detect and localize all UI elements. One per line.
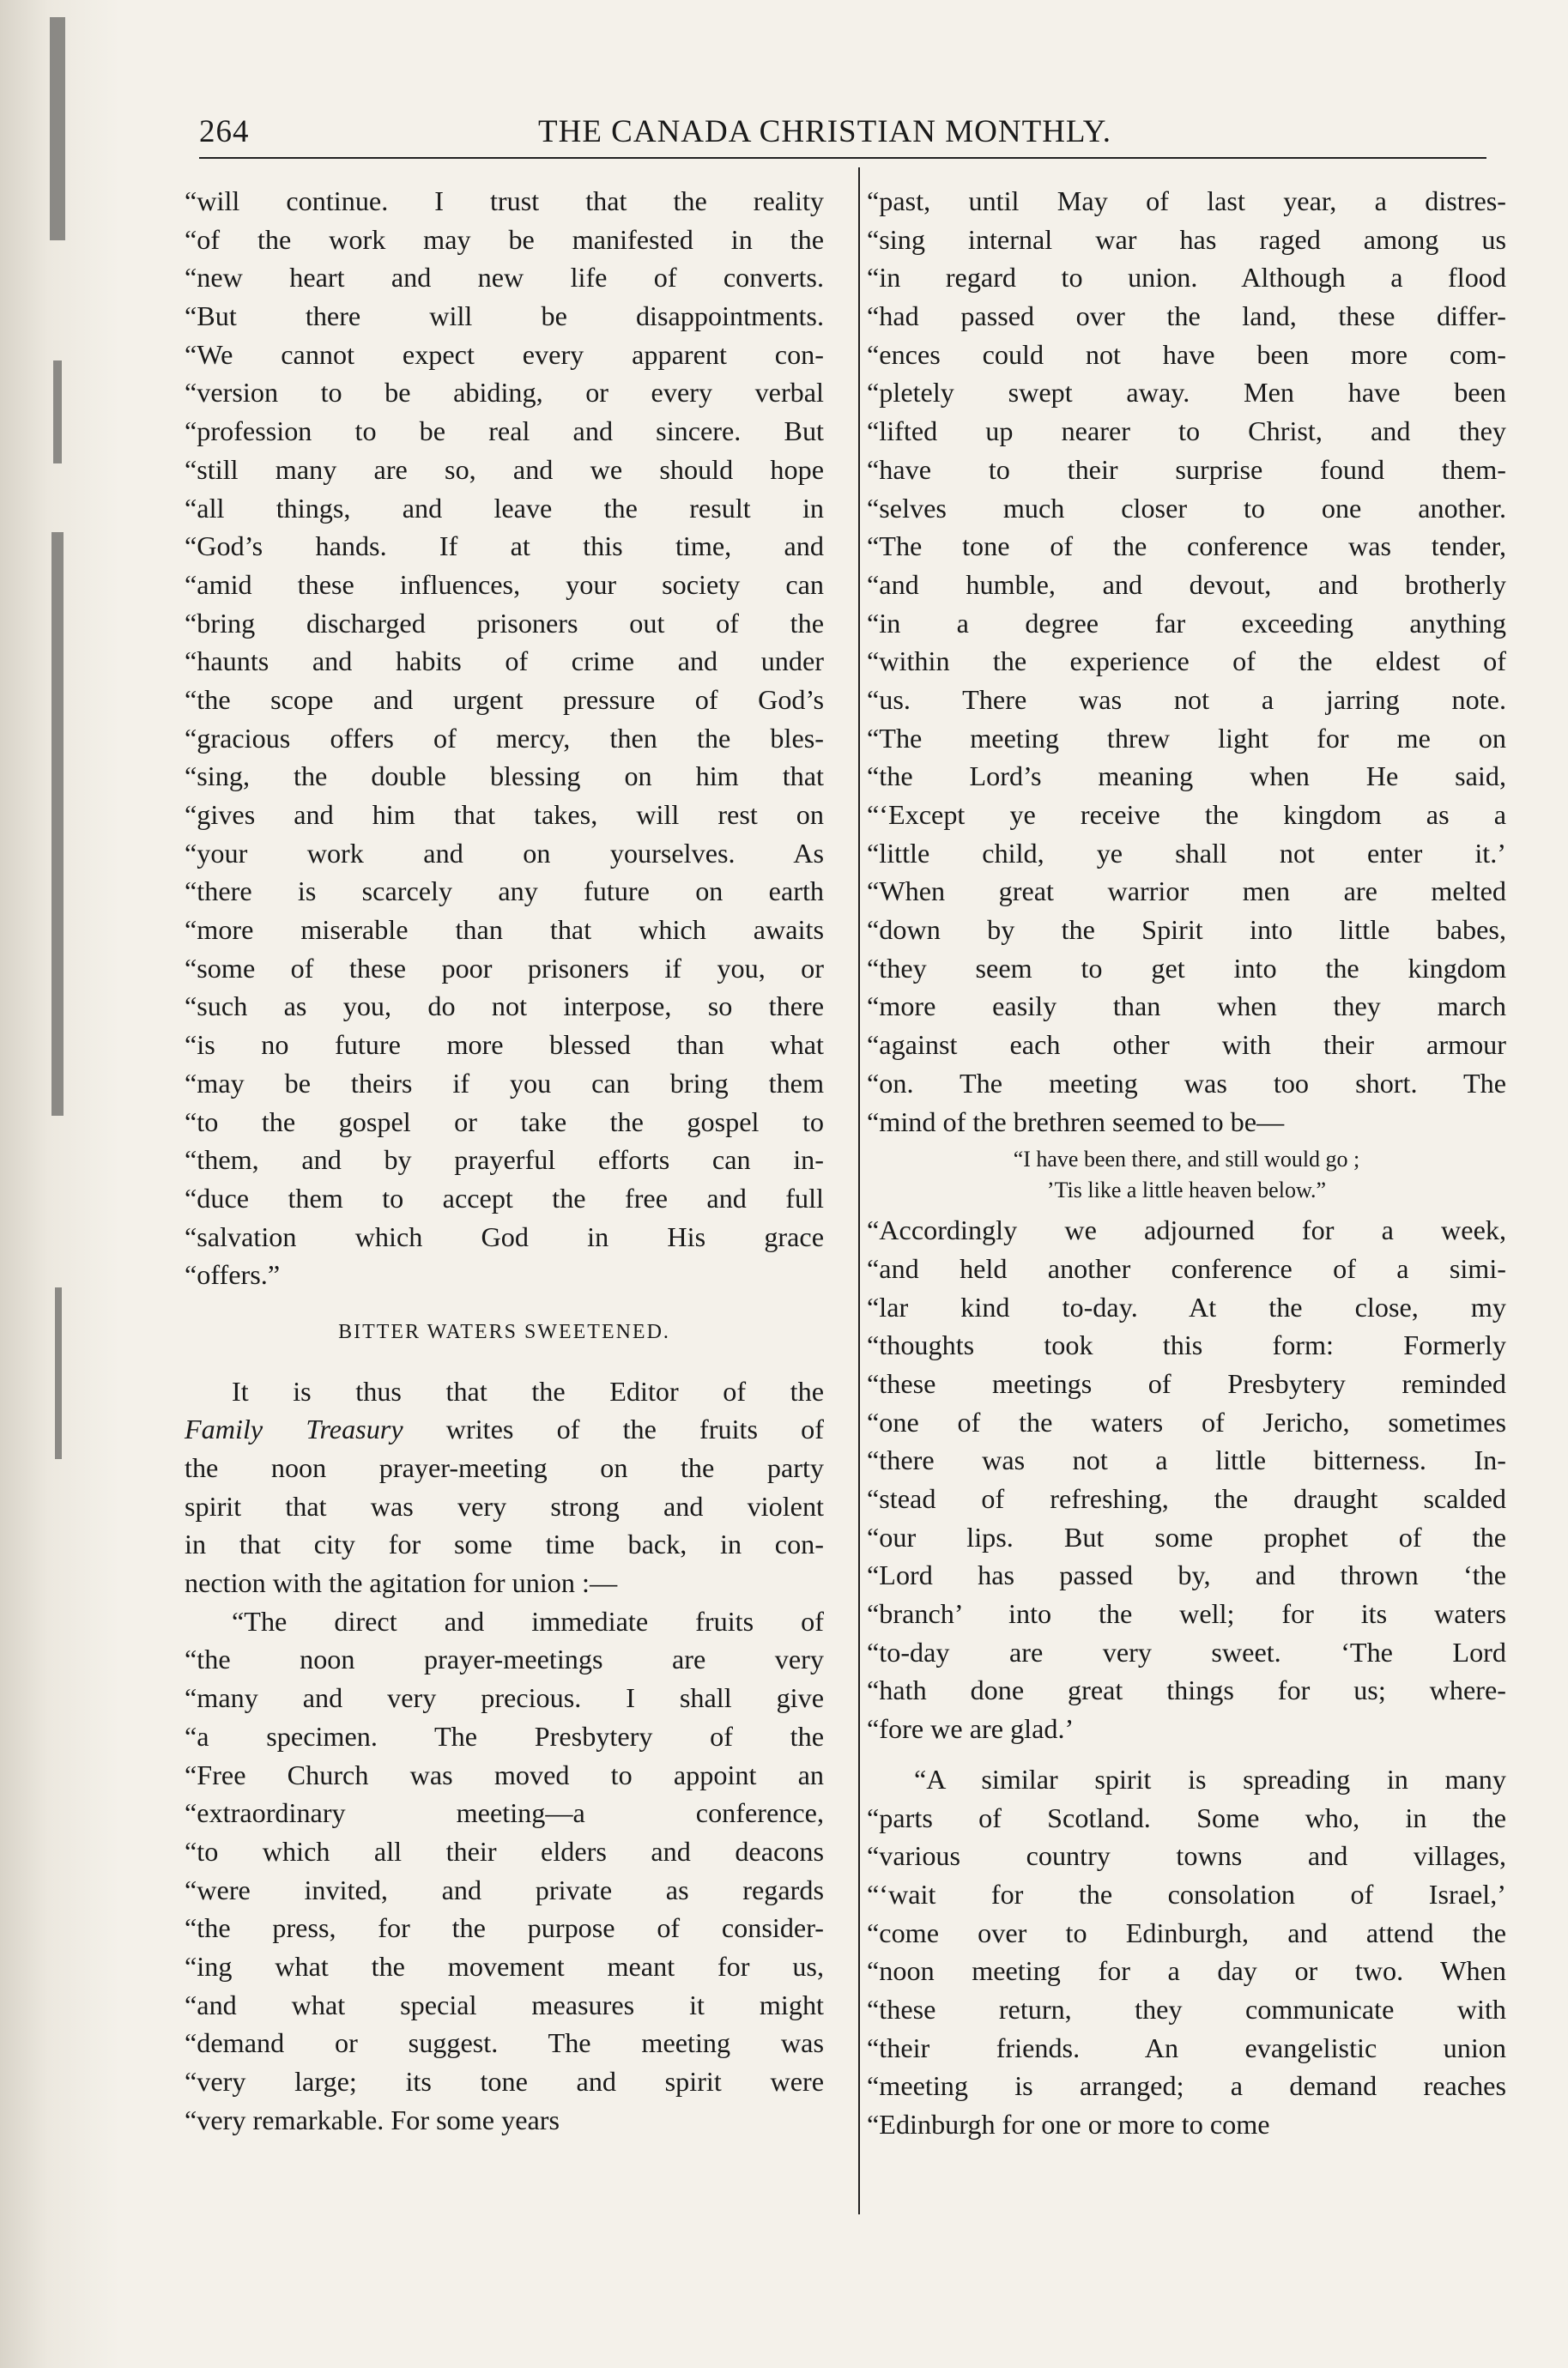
text-line: “down by the Spirit into little babes, bbox=[867, 914, 1506, 946]
text-line: “Edinburgh for one or more to come bbox=[867, 2109, 1270, 2140]
text-line: “bring discharged prisoners out of the bbox=[185, 607, 824, 639]
intro-paragraph bbox=[185, 1372, 824, 1602]
text-line: “sing, the double blessing on him that bbox=[185, 760, 824, 792]
text-line: “to which all their elders and deacons bbox=[185, 1835, 824, 1867]
text-line: “sing internal war has raged among us bbox=[867, 223, 1506, 255]
text-line: “The direct and immediate fruits of bbox=[232, 1605, 824, 1637]
running-title: THE CANADA CHRISTIAN MONTHLY. bbox=[538, 114, 1112, 149]
text-line: “When great warrior men are melted bbox=[867, 875, 1506, 907]
text-line: “ences could not have been more com- bbox=[867, 338, 1506, 370]
text-line: “us. There was not a jarring note. bbox=[867, 683, 1506, 715]
text-line: “the noon prayer-meetings are very bbox=[185, 1644, 824, 1675]
text-line: “some of these poor prisoners if you, or bbox=[185, 952, 824, 984]
text-line: “more easily than when they march bbox=[867, 990, 1506, 1022]
right-column bbox=[867, 182, 1506, 2144]
text-line: “Accordingly we adjourned for a week, bbox=[867, 1214, 1506, 1246]
text-line: Family Treasury writes of the fruits of bbox=[185, 1414, 824, 1445]
text-line: spirit that was very strong and violent bbox=[185, 1490, 824, 1522]
text-line: “is no future more blessed than what bbox=[185, 1029, 824, 1061]
text-line: “God’s hands. If at this time, and bbox=[185, 530, 824, 562]
text-line: “profession to be real and sincere. But bbox=[185, 415, 824, 447]
text-line: “and humble, and devout, and brotherly bbox=[867, 568, 1506, 600]
text-line: “against each other with their armour bbox=[867, 1029, 1506, 1061]
text-line: “branch’ into the well; for its waters bbox=[867, 1598, 1506, 1630]
text-line: “within the experience of the eldest of bbox=[867, 645, 1506, 677]
column-divider bbox=[858, 167, 860, 2214]
text-line: “little child, ye shall not enter it.’ bbox=[867, 837, 1506, 869]
text-line: “The meeting threw light for me on bbox=[867, 722, 1506, 754]
text-line: “of the work may be manifested in the bbox=[185, 223, 824, 255]
right-quote-paragraph-3 bbox=[867, 1760, 1506, 2144]
text-line: the noon prayer-meeting on the party bbox=[185, 1452, 824, 1483]
text-line: “had passed over the land, these differ- bbox=[867, 300, 1506, 332]
text-line: “ing what the movement meant for us, bbox=[185, 1950, 824, 1982]
text-line: “were invited, and private as regards bbox=[185, 1874, 824, 1905]
text-line: nection with the agitation for union :— bbox=[185, 1567, 618, 1599]
page-number: 264 bbox=[199, 114, 250, 149]
header-rule bbox=[199, 157, 1486, 159]
text-line: “very large; its tone and spirit were bbox=[185, 2066, 824, 2097]
text-line: “demand or suggest. The meeting was bbox=[185, 2027, 824, 2059]
text-line: “offers.” bbox=[185, 1259, 281, 1291]
text-line: in that city for some time back, in con- bbox=[185, 1529, 824, 1560]
text-line: “amid these influences, your society can bbox=[185, 568, 824, 600]
text-line: “on. The meeting was too short. The bbox=[867, 1067, 1506, 1099]
text-line: “a specimen. The Presbytery of the bbox=[185, 1720, 824, 1752]
quoted-paragraph bbox=[185, 1602, 824, 2140]
text-line: “parts of Scotland. Some who, in the bbox=[867, 1802, 1506, 1833]
text-line: “will continue. I trust that the reality bbox=[185, 185, 824, 216]
text-line: “many and very precious. I shall give bbox=[185, 1682, 824, 1714]
text-line: “various country towns and villages, bbox=[867, 1840, 1506, 1872]
text-line: “gracious offers of mercy, then the bles- bbox=[185, 722, 824, 754]
text-line: “may be theirs if you can bring them bbox=[185, 1067, 824, 1099]
text-line: “such as you, do not interpose, so there bbox=[185, 990, 824, 1022]
text-line: “very remarkable. For some years bbox=[185, 2104, 560, 2135]
text-line: “their friends. An evangelistic union bbox=[867, 2032, 1506, 2063]
text-line: “and held another conference of a simi- bbox=[867, 1252, 1506, 1284]
text-line: “have to their surprise found them- bbox=[867, 453, 1506, 485]
text-line: “pletely swept away. Men have been bbox=[867, 377, 1506, 409]
text-line: “extraordinary meeting—a conference, bbox=[185, 1797, 824, 1829]
text-line: “the scope and urgent pressure of God’s bbox=[185, 683, 824, 715]
text-line: “The tone of the conference was tender, bbox=[867, 530, 1506, 562]
left-quote-continued bbox=[185, 182, 824, 1294]
text-line: “meeting is arranged; a demand reaches bbox=[867, 2070, 1506, 2102]
left-column bbox=[185, 182, 824, 2139]
text-line: “all things, and leave the result in bbox=[185, 492, 824, 524]
text-line: “mind of the brethren seemed to be— bbox=[867, 1105, 1285, 1137]
text-line: “lifted up nearer to Christ, and they bbox=[867, 415, 1506, 447]
text-line: “more miserable than that which awaits bbox=[185, 914, 824, 946]
binding-shadow bbox=[55, 1287, 62, 1459]
publication-title: Family Treasury bbox=[185, 1414, 403, 1445]
text-line: It is thus that the Editor of the bbox=[232, 1375, 824, 1407]
verse-quotation bbox=[867, 1144, 1506, 1206]
text-line: “come over to Edinburgh, and attend the bbox=[867, 1917, 1506, 1948]
verse-line: ’Tis like a little heaven below.” bbox=[1046, 1178, 1327, 1203]
text-line: “But there will be disappointments. bbox=[185, 300, 824, 332]
text-line: “the Lord’s meaning when He said, bbox=[867, 760, 1506, 792]
text-line: “and what special measures it might bbox=[185, 1989, 824, 2020]
text-line: “salvation which God in His grace bbox=[185, 1220, 824, 1252]
binding-shadow bbox=[51, 532, 64, 1116]
text-line: “‘wait for the consolation of Israel,’ bbox=[867, 1878, 1506, 1910]
text-line: “version to be abiding, or every verbal bbox=[185, 377, 824, 409]
text-line: “to-day are very sweet. ‘The Lord bbox=[867, 1636, 1506, 1668]
text-line: “lar kind to-day. At the close, my bbox=[867, 1291, 1506, 1323]
verse-line: “I have been there, and still would go ; bbox=[1013, 1147, 1360, 1172]
text-line: “selves much closer to one another. bbox=[867, 492, 1506, 524]
page-binding-edge bbox=[0, 0, 120, 2368]
text-line: “past, until May of last year, a distres- bbox=[867, 185, 1506, 216]
text-line: “our lips. But some prophet of the bbox=[867, 1521, 1506, 1553]
page-header bbox=[199, 110, 1486, 161]
text-line: “A similar spirit is spreading in many bbox=[914, 1763, 1506, 1795]
text-line: “haunts and habits of crime and under bbox=[185, 645, 824, 677]
text-line: “new heart and new life of converts. bbox=[185, 262, 824, 294]
right-quote-paragraph-2 bbox=[867, 1211, 1506, 1748]
text-line: “stead of refreshing, the draught scalded bbox=[867, 1483, 1506, 1514]
text-line: “these meetings of Presbytery reminded bbox=[867, 1367, 1506, 1399]
text-line: “the press, for the purpose of consider- bbox=[185, 1912, 824, 1944]
text-line: “in a degree far exceeding anything bbox=[867, 607, 1506, 639]
text-line: “they seem to get into the kingdom bbox=[867, 952, 1506, 984]
text-line: “fore we are glad.’ bbox=[867, 1713, 1075, 1745]
section-heading: BITTER WATERS SWEETENED. bbox=[338, 1320, 670, 1343]
text-line: “noon meeting for a day or two. When bbox=[867, 1955, 1506, 1987]
text-line: “gives and him that takes, will rest on bbox=[185, 799, 824, 830]
text-line: “hath done great things for us; where- bbox=[867, 1675, 1506, 1706]
text-line: “Free Church was moved to appoint an bbox=[185, 1759, 824, 1790]
text-line: “your work and on yourselves. As bbox=[185, 837, 824, 869]
text-line: “to the gospel or take the gospel to bbox=[185, 1105, 824, 1137]
text-line: “thoughts took this form: Formerly bbox=[867, 1329, 1506, 1361]
text-line: “Lord has passed by, and thrown ‘the bbox=[867, 1559, 1506, 1591]
text-line: “‘Except ye receive the kingdom as a bbox=[867, 799, 1506, 830]
text-line: “duce them to accept the free and full bbox=[185, 1182, 824, 1214]
text-line: “there is scarcely any future on earth bbox=[185, 875, 824, 907]
text-line: “still many are so, and we should hope bbox=[185, 453, 824, 485]
text-line: “these return, they communicate with bbox=[867, 1993, 1506, 2025]
text-line: “in regard to union. Although a flood bbox=[867, 262, 1506, 294]
text-line: “them, and by prayerful efforts can in- bbox=[185, 1144, 824, 1176]
binding-shadow bbox=[53, 360, 62, 463]
text-line: “We cannot expect every apparent con- bbox=[185, 338, 824, 370]
text-line: “there was not a little bitterness. In- bbox=[867, 1444, 1506, 1476]
right-quote-paragraph bbox=[867, 182, 1506, 1141]
binding-shadow bbox=[50, 17, 65, 240]
text-line: “one of the waters of Jericho, sometimes bbox=[867, 1406, 1506, 1438]
